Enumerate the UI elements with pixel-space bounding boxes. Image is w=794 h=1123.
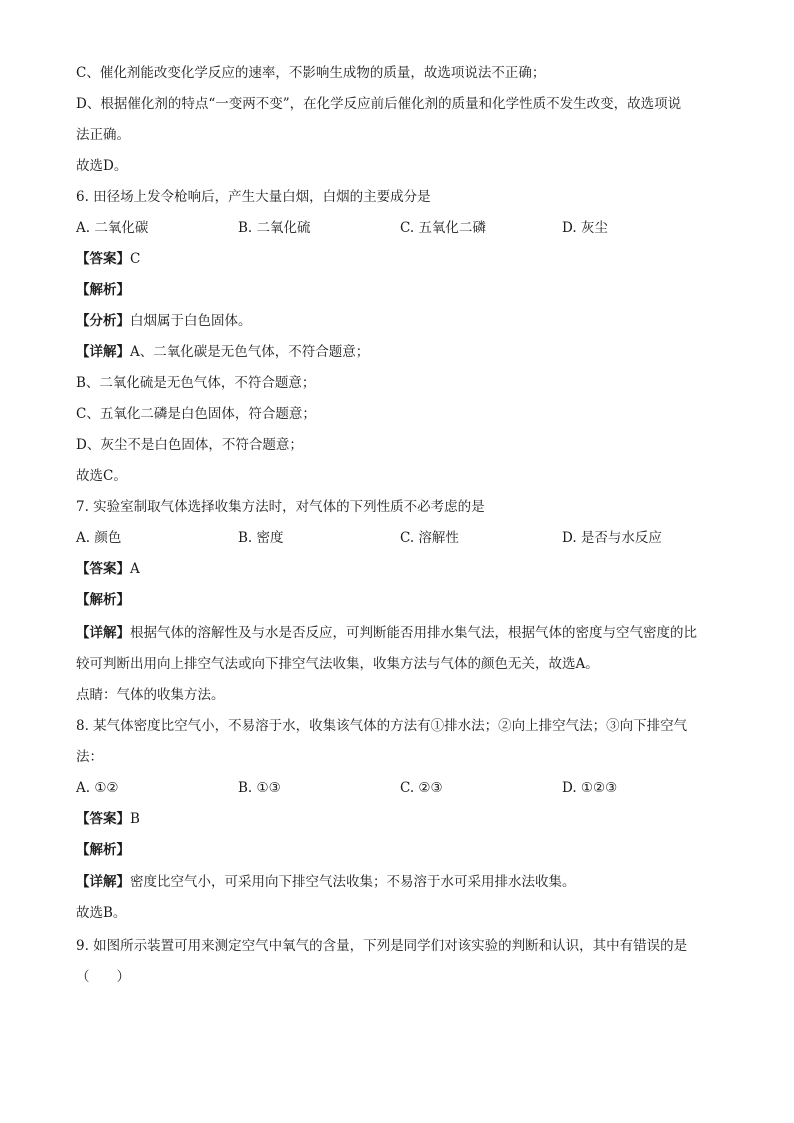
question-9-paren: （ ）	[76, 969, 130, 985]
detail-tag: 【详解】	[76, 625, 130, 641]
q7-analysis-tag: 【解析】	[76, 592, 130, 608]
q6-analysis-tag: 【解析】	[76, 282, 130, 298]
text-line: D、根据催化剂的特点“一变两不变”，在化学反应前后催化剂的质量和化学性质不发生改变，故选项说	[76, 96, 682, 112]
q8-answer	[76, 810, 140, 828]
q8-detail	[76, 873, 576, 891]
question-8-stem-cont: 法：	[76, 749, 103, 765]
q7-option-a: A. 颜色	[76, 530, 122, 546]
q7-option-d: D. 是否与水反应	[562, 530, 662, 546]
answer-value: C	[130, 251, 141, 267]
detail-tag: 【详解】	[76, 344, 130, 360]
q6-answer	[76, 250, 140, 268]
q6-option-b: B. 二氧化硫	[238, 220, 311, 236]
detail-text: 密度比空气小，可采用向下排空气法收集；不易溶于水可采用排水法收集。	[130, 874, 576, 890]
q8-option-d: D. ①②③	[562, 780, 618, 796]
q8-option-b: B. ①③	[238, 780, 281, 796]
q6-detail-line: D、灰尘不是白色固体，不符合题意；	[76, 437, 303, 453]
text-line: 法正确。	[76, 127, 130, 143]
q6-option-a: A. 二氧化碳	[76, 220, 149, 236]
q6-detail-line: B、二氧化硫是无色气体，不符合题意；	[76, 375, 316, 391]
q6-detail-line: C、五氧化二磷是白色固体，符合题意；	[76, 406, 316, 422]
question-6-stem: 6. 田径场上发令枪响后，产生大量白烟，白烟的主要成分是	[76, 189, 431, 205]
text-line: 故选D。	[76, 158, 128, 174]
q7-option-c: C. 溶解性	[400, 530, 459, 546]
q6-option-c: C. 五氧化二磷	[400, 220, 486, 236]
answer-value: B	[130, 811, 140, 827]
q7-option-b: B. 密度	[238, 530, 284, 546]
question-8-stem: 8. 某气体密度比空气小，不易溶于水，收集该气体的方法有①排水法；②向上排空气法；③向下排空气	[76, 718, 688, 734]
detail-text: 根据气体的溶解性及与水是否反应，可判断能否用排水集气法，根据气体的密度与空气密度的比	[130, 625, 697, 641]
q7-detail-line: 较可判断出用向上排空气法或向下排空气法收集，收集方法与气体的颜色无关，故选A。	[76, 656, 599, 672]
answer-tag: 【答案】	[76, 251, 130, 267]
text-line: C、催化剂能改变化学反应的速率，不影响生成物的质量，故选项说法不正确；	[76, 65, 546, 81]
q8-option-a: A. ①②	[76, 780, 119, 796]
q8-analysis-tag: 【解析】	[76, 842, 130, 858]
q8-conclusion: 故选B。	[76, 905, 127, 921]
q6-detail	[76, 343, 369, 361]
q7-note: 点睛：气体的收集方法。	[76, 687, 225, 703]
question-9-stem: 9. 如图所示装置可用来测定空气中氧气的含量，下列是同学们对该实验的判断和认识，其中有错误的是	[76, 938, 688, 954]
q7-answer	[76, 560, 140, 578]
q6-conclusion: 故选C。	[76, 468, 127, 484]
q8-option-c: C. ②③	[400, 780, 443, 796]
q6-fenxi	[76, 312, 252, 330]
q7-detail	[76, 624, 697, 642]
answer-value: A	[130, 561, 140, 577]
question-7-stem: 7. 实验室制取气体选择收集方法时，对气体的下列性质不必考虑的是	[76, 499, 485, 515]
fenxi-text: 白烟属于白色固体。	[130, 313, 252, 329]
detail-text: A、二氧化碳是无色气体，不符合题意；	[130, 344, 370, 360]
q6-option-d: D. 灰尘	[562, 220, 608, 236]
answer-tag: 【答案】	[76, 561, 130, 577]
fenxi-tag: 【分析】	[76, 313, 130, 329]
detail-tag: 【详解】	[76, 874, 130, 890]
answer-tag: 【答案】	[76, 811, 130, 827]
